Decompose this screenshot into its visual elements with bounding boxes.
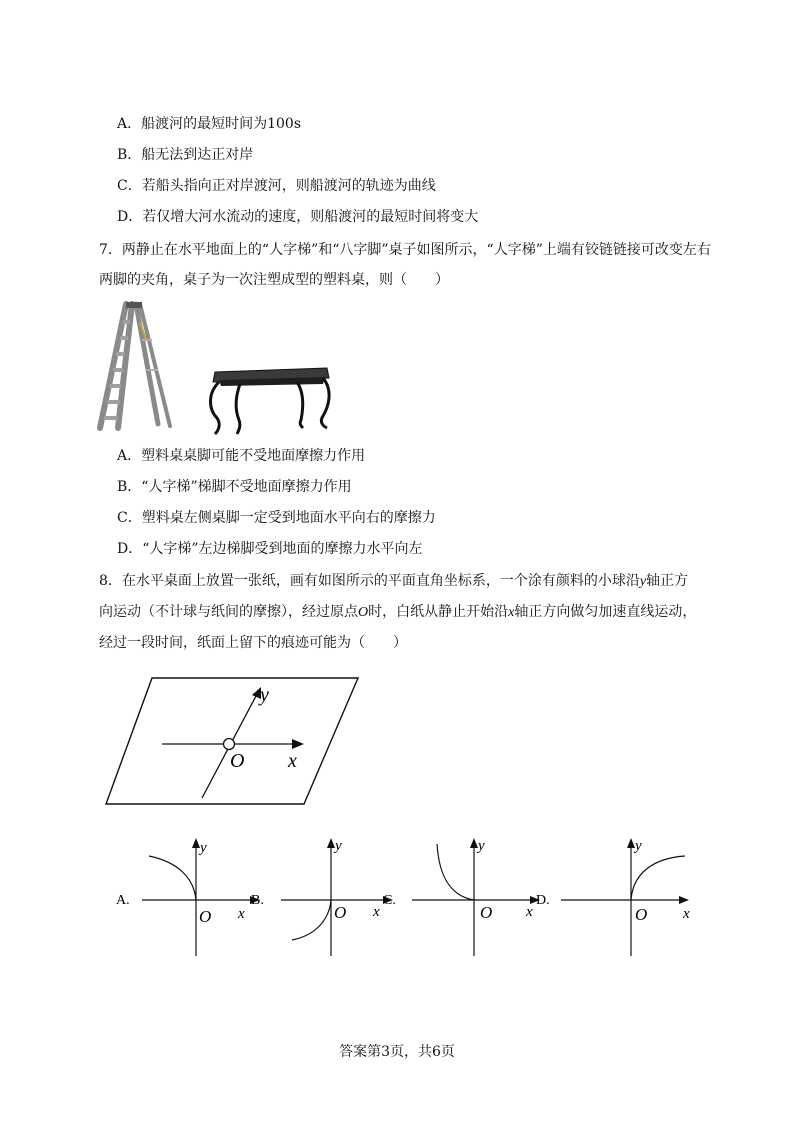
choice-b-graph	[251, 832, 406, 958]
choice-c-origin-label: O	[480, 903, 493, 922]
q8-stem-line1: 8．在水平桌面上放置一张纸，画有如图所示的平面直角坐标系，一个涂有颜料的小球沿y轴正方	[99, 573, 689, 589]
choice-a-x-label: x	[238, 906, 245, 922]
choice-b-origin-label: O	[334, 903, 347, 922]
choice-c-letter: C.	[383, 893, 396, 908]
paper-y-label: y	[260, 684, 269, 706]
choice-c-graph	[406, 832, 551, 958]
q6-option-c: C．若船头指向正对岸渡河，则船渡河的轨迹为曲线	[117, 178, 436, 194]
q6-option-a: A．船渡河的最短时间为100s	[117, 116, 302, 132]
page-footer: 答案第3页，共6页	[339, 1044, 455, 1060]
q8-stem-line3: 经过一段时间，纸面上留下的痕迹可能为（ ）	[99, 635, 407, 651]
step-ladder-illustration	[96, 300, 176, 432]
choice-d-y-label: y	[635, 838, 642, 854]
paper-origin-label: O	[230, 750, 245, 772]
choice-d-letter: D.	[536, 893, 550, 908]
q7-option-c: C．塑料桌左侧桌脚一定受到地面水平向右的摩擦力	[117, 510, 436, 526]
q7-option-d: D．“人字梯”左边梯脚受到地面的摩擦力水平向左	[117, 541, 423, 557]
q7-option-b: B．“人字梯”梯脚不受地面摩擦力作用	[117, 479, 352, 495]
paper-x-label: x	[288, 750, 297, 772]
choice-d-graph	[555, 832, 700, 958]
choice-c-y-label: y	[478, 838, 485, 854]
q7-stem-line2: 两脚的夹角，桌子为一次注塑成型的塑料桌，则（ ）	[99, 272, 449, 288]
choice-b-y-label: y	[335, 838, 342, 854]
choice-c-x-label: x	[526, 904, 533, 920]
choice-a-y-label: y	[200, 840, 207, 856]
q8-stem-line2: 向运动（不计球与纸间的摩擦），经过原点O时，白纸从静止开始沿x轴正方向做匀加速直线运动，	[99, 604, 697, 620]
choice-b-x-label: x	[373, 904, 380, 920]
q6-option-b: B．船无法到达正对岸	[117, 147, 254, 163]
choice-b-letter: B.	[251, 893, 264, 908]
choice-d-origin-label: O	[635, 905, 648, 924]
plastic-table-illustration	[205, 364, 331, 436]
q6-option-d: D．若仅增大河水流动的速度，则船渡河的最短时间将变大	[117, 209, 479, 225]
choice-a-letter: A.	[116, 893, 130, 908]
q7-stem-line1: 7．两静止在水平地面上的“人字梯”和“八字脚”桌子如图所示，“人字梯”上端有铰链链接可改变左右	[99, 242, 711, 258]
q7-option-a: A．塑料桌桌脚可能不受地面摩擦力作用	[117, 448, 366, 464]
choice-a-graph	[116, 832, 266, 958]
choice-a-origin-label: O	[199, 907, 212, 926]
paper-coordinate-diagram	[100, 676, 362, 808]
choice-d-x-label: x	[683, 906, 690, 922]
